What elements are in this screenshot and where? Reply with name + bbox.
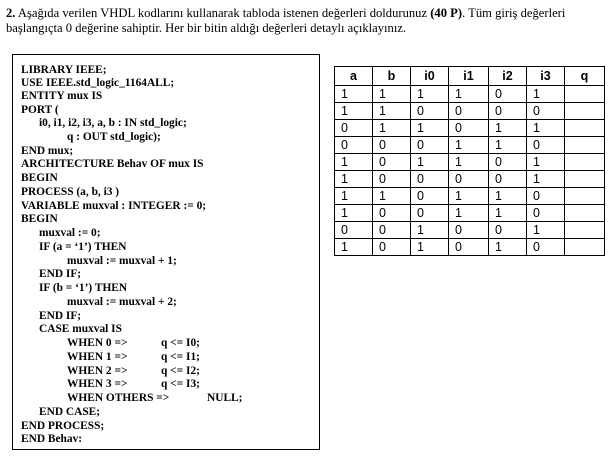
table-cell: 0 — [373, 239, 411, 256]
table-cell: 0 — [489, 222, 527, 239]
table-cell: 0 — [449, 222, 489, 239]
question-text — [6, 6, 610, 36]
table-cell: 0 — [489, 86, 527, 103]
table-cell: 1 — [449, 188, 489, 205]
q-answer-cell[interactable] — [565, 188, 605, 205]
table-cell: 0 — [489, 154, 527, 171]
table-cell: 1 — [335, 205, 373, 222]
table-cell: 0 — [527, 205, 565, 222]
vhdl-code-box — [12, 54, 320, 450]
table-cell: 1 — [527, 222, 565, 239]
q-answer-cell[interactable] — [565, 239, 605, 256]
table-cell: 1 — [373, 86, 411, 103]
code-line: END PROCESS; — [21, 420, 105, 432]
table-cell: 1 — [489, 188, 527, 205]
column-header: i3 — [527, 67, 565, 86]
code-line: muxval := muxval + 1; — [67, 255, 177, 267]
table-cell: 0 — [489, 171, 527, 188]
table-cell: 1 — [489, 120, 527, 137]
table-cell: 0 — [335, 222, 373, 239]
table-row — [335, 154, 605, 171]
table-row — [335, 171, 605, 188]
table-cell: 1 — [449, 86, 489, 103]
q-answer-cell[interactable] — [565, 222, 605, 239]
column-header: b — [373, 67, 411, 86]
table-cell: 1 — [373, 120, 411, 137]
code-line: END IF; — [39, 310, 82, 322]
column-header: q — [565, 67, 605, 86]
table-cell: 1 — [335, 154, 373, 171]
table-cell: 1 — [449, 154, 489, 171]
table-cell: 0 — [373, 171, 411, 188]
code-line: ENTITY mux IS — [21, 90, 103, 102]
code-line: VARIABLE muxval : INTEGER := 0; — [21, 200, 207, 212]
q-answer-cell[interactable] — [565, 86, 605, 103]
table-cell: 0 — [449, 120, 489, 137]
table-cell: 0 — [527, 239, 565, 256]
table-row — [335, 239, 605, 256]
table-cell: 1 — [411, 239, 449, 256]
code-line: muxval := muxval + 2; — [67, 296, 177, 308]
code-line: q <= I0; — [161, 337, 200, 349]
table-cell: 0 — [489, 103, 527, 120]
q-answer-cell[interactable] — [565, 171, 605, 188]
q-answer-cell[interactable] — [565, 103, 605, 120]
table-cell: 0 — [411, 103, 449, 120]
table-cell: 1 — [335, 171, 373, 188]
code-line: WHEN 3 => — [67, 378, 128, 390]
table-cell: 1 — [527, 120, 565, 137]
table-cell: 1 — [373, 103, 411, 120]
question-number: 2. — [6, 6, 16, 20]
table-cell: 1 — [489, 205, 527, 222]
code-line: END mux; — [21, 145, 74, 157]
table-cell: 1 — [527, 154, 565, 171]
code-line: PROCESS (a, b, i3 ) — [21, 186, 120, 198]
table-cell: 1 — [489, 239, 527, 256]
table-cell: 1 — [411, 120, 449, 137]
code-line: END CASE; — [39, 406, 101, 418]
code-line: USE IEEE.std_logic_1164ALL; — [21, 77, 175, 89]
table-cell: 0 — [335, 120, 373, 137]
table-cell: 1 — [489, 137, 527, 154]
table-cell: 1 — [335, 188, 373, 205]
table-cell: 0 — [449, 171, 489, 188]
table-row — [335, 103, 605, 120]
code-line: PORT ( — [21, 104, 59, 116]
table-cell: 0 — [373, 205, 411, 222]
column-header: i2 — [489, 67, 527, 86]
question-text-part1: Aşağıda verilen VHDL kodlarını kullanarak tabloda istenen değerleri doldurunuz — [15, 6, 431, 20]
table-cell: 0 — [373, 137, 411, 154]
code-line: IF (b = ‘1’) THEN — [39, 282, 128, 294]
table-row — [335, 222, 605, 239]
code-line: i0, i1, i2, i3, a, b : IN std_logic; — [39, 117, 187, 129]
table-cell: 0 — [335, 137, 373, 154]
q-answer-cell[interactable] — [565, 120, 605, 137]
table-cell: 0 — [411, 137, 449, 154]
code-line: CASE muxval IS — [39, 323, 122, 335]
table-cell: 0 — [449, 103, 489, 120]
table-cell: 1 — [449, 137, 489, 154]
truth-table — [334, 66, 605, 256]
column-header: i0 — [411, 67, 449, 86]
q-answer-cell[interactable] — [565, 137, 605, 154]
table-cell: 0 — [449, 239, 489, 256]
table-cell: 1 — [411, 222, 449, 239]
table-cell: 0 — [411, 205, 449, 222]
code-line: q <= I2; — [161, 365, 200, 377]
code-line: LIBRARY IEEE; — [21, 64, 107, 76]
code-line: END IF; — [39, 268, 82, 280]
table-cell: 1 — [335, 86, 373, 103]
table-header-row — [335, 67, 605, 86]
code-line: BEGIN — [21, 213, 58, 225]
table-cell: 1 — [411, 86, 449, 103]
code-line: END Behav: — [21, 433, 83, 445]
table-cell: 1 — [335, 103, 373, 120]
code-line: IF (a = ‘1’) THEN — [39, 241, 127, 253]
q-answer-cell[interactable] — [565, 205, 605, 222]
table-cell: 0 — [373, 154, 411, 171]
table-row — [335, 137, 605, 154]
code-line: q <= I1; — [161, 351, 200, 363]
table-cell: 0 — [411, 171, 449, 188]
code-line: BEGIN — [21, 172, 58, 184]
table-row — [335, 120, 605, 137]
table-cell: 0 — [527, 103, 565, 120]
question-text-part2: . Tüm giriş değerleri başlangıçta 0 değerine sahiptir. Her bir bitin aldığı değerleri detaylı açıklayınız. — [6, 6, 566, 35]
table-cell: 1 — [411, 154, 449, 171]
q-answer-cell[interactable] — [565, 154, 605, 171]
code-line: ARCHITECTURE Behav OF mux IS — [21, 158, 204, 170]
code-line: muxval := 0; — [39, 227, 101, 239]
table-cell: 1 — [527, 86, 565, 103]
column-header: i1 — [449, 67, 489, 86]
code-line: WHEN 0 => — [67, 337, 128, 349]
table-cell: 0 — [373, 222, 411, 239]
table-cell: 1 — [373, 188, 411, 205]
table-cell: 1 — [527, 171, 565, 188]
code-line: WHEN 1 => — [67, 351, 128, 363]
code-line: q <= I3; — [161, 378, 200, 390]
table-cell: 0 — [411, 188, 449, 205]
code-line: WHEN OTHERS => — [67, 392, 170, 404]
table-cell: 0 — [527, 188, 565, 205]
table-row — [335, 188, 605, 205]
question-points: (40 P) — [430, 6, 463, 20]
table-row — [335, 205, 605, 222]
code-line: WHEN 2 => — [67, 365, 128, 377]
column-header: a — [335, 67, 373, 86]
code-line: q : OUT std_logic); — [67, 131, 161, 143]
table-cell: 0 — [527, 137, 565, 154]
table-cell: 1 — [449, 205, 489, 222]
code-line: NULL; — [207, 392, 243, 404]
table-row — [335, 86, 605, 103]
table-cell: 1 — [335, 239, 373, 256]
